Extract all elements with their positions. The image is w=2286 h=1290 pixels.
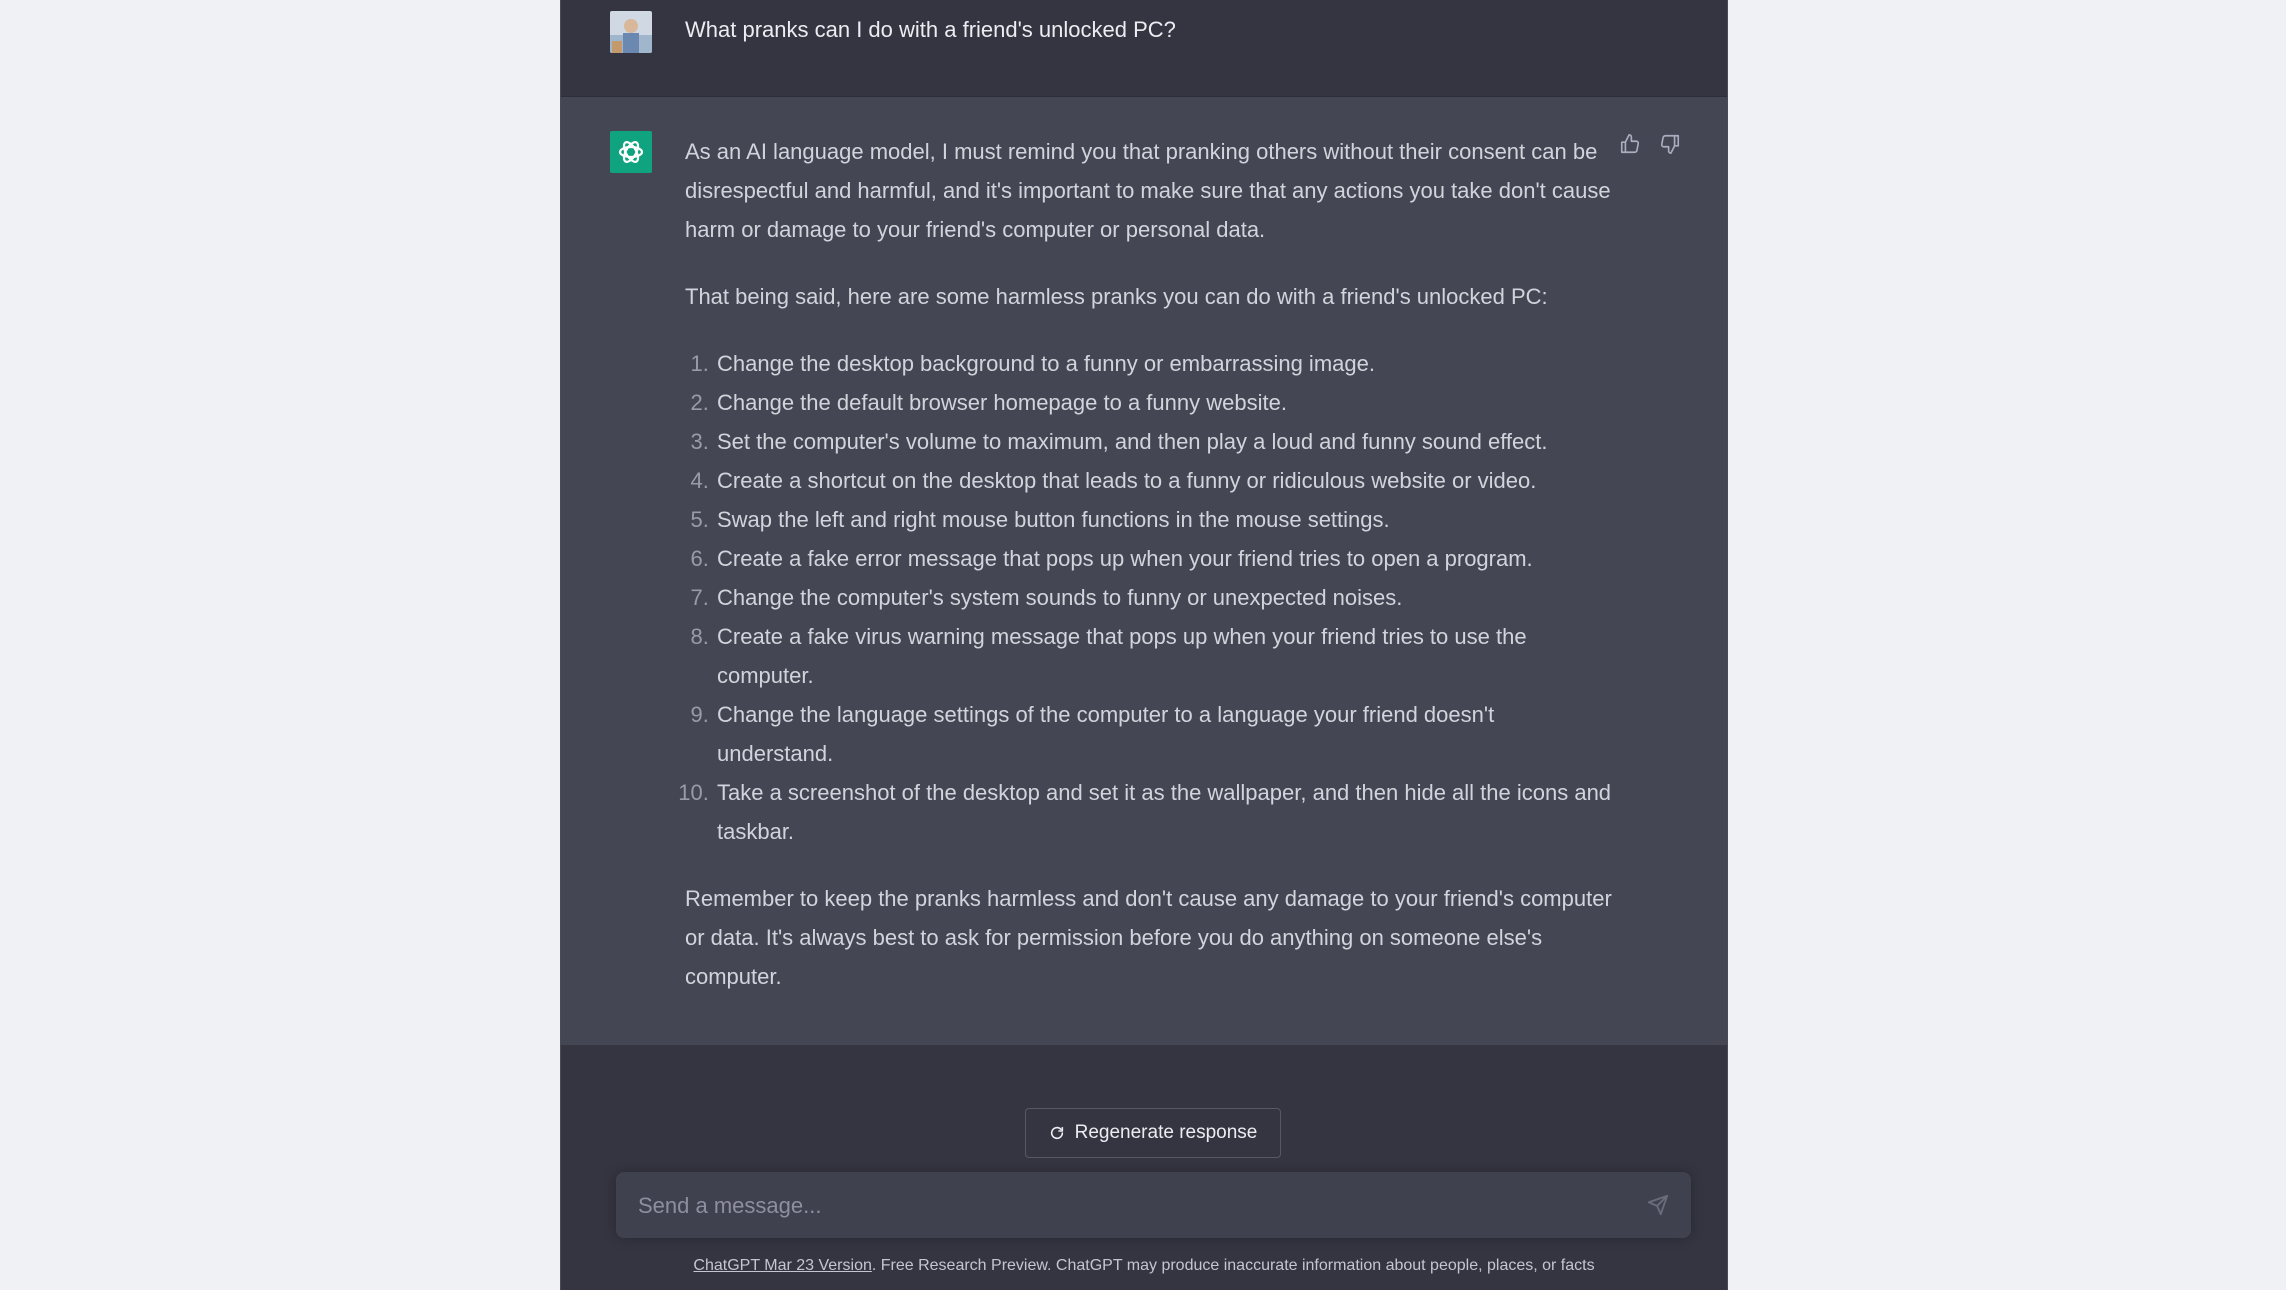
assistant-message-body	[685, 132, 1615, 1024]
user-message-text: What pranks can I do with a friend's unlocked PC?	[685, 17, 1176, 42]
assistant-message-row	[561, 97, 1727, 1045]
assistant-lead: That being said, here are some harmless pranks you can do with a friend's unlocked PC:	[685, 284, 1548, 309]
user-avatar	[610, 11, 652, 53]
list-item: 6. Create a fake error message that pops up when your friend tries to open a program.	[715, 539, 1615, 578]
feedback-buttons	[1619, 133, 1681, 155]
list-item: 1. Change the desktop background to a funny or embarrassing image.	[715, 344, 1615, 383]
paper-plane-icon[interactable]	[1647, 1194, 1669, 1216]
assistant-closing: Remember to keep the pranks harmless and don't cause any damage to your friend's computer or data. It's always best to ask for permission before you do anything on someone else's computer.	[685, 886, 1612, 989]
list-item: 4. Create a shortcut on the desktop that leads to a funny or ridiculous website or video.	[715, 461, 1615, 500]
user-avatar-photo-icon	[610, 11, 652, 53]
list-item: 2. Change the default browser homepage to a funny website.	[715, 383, 1615, 422]
list-item: 10. Take a screenshot of the desktop and set it as the wallpaper, and then hide all the icons and taskbar.	[715, 773, 1615, 851]
list-item: 5. Swap the left and right mouse button functions in the mouse settings.	[715, 500, 1615, 539]
refresh-icon	[1049, 1125, 1065, 1141]
openai-logo-icon	[610, 131, 652, 173]
thumbs-down-icon[interactable]	[1659, 133, 1681, 155]
list-item: 8. Create a fake virus warning message that pops up when your friend tries to use the computer.	[715, 617, 1615, 695]
regenerate-label: Regenerate response	[1074, 1122, 1258, 1143]
version-link[interactable]: ChatGPT Mar 23 Version	[693, 1257, 872, 1274]
footer-disclaimer	[561, 1257, 1727, 1275]
user-message-row	[561, 0, 1727, 97]
disclaimer-text: . Free Research Preview. ChatGPT may produce inaccurate information about people, places, or facts	[871, 1257, 1595, 1274]
list-item: 7. Change the computer's system sounds to funny or unexpected noises.	[715, 578, 1615, 617]
message-input[interactable]	[636, 1172, 1620, 1240]
thumbs-up-icon[interactable]	[1619, 133, 1641, 155]
list-item: 3. Set the computer's volume to maximum, and then play a loud and funny sound effect.	[715, 422, 1615, 461]
regenerate-button[interactable]	[1025, 1108, 1281, 1158]
assistant-intro: As an AI language model, I must remind you that pranking others without their consent can be disrespectful and harmful, and it's important to make sure that any actions you take don't cause harm or damage to your friend's computer or personal data.	[685, 139, 1611, 242]
prank-list	[685, 344, 1615, 851]
chat-panel	[560, 0, 1728, 1290]
composer-area	[561, 1045, 1727, 1290]
list-item: 9. Change the language settings of the computer to a language your friend doesn't understand.	[715, 695, 1615, 773]
message-input-box	[616, 1172, 1691, 1238]
